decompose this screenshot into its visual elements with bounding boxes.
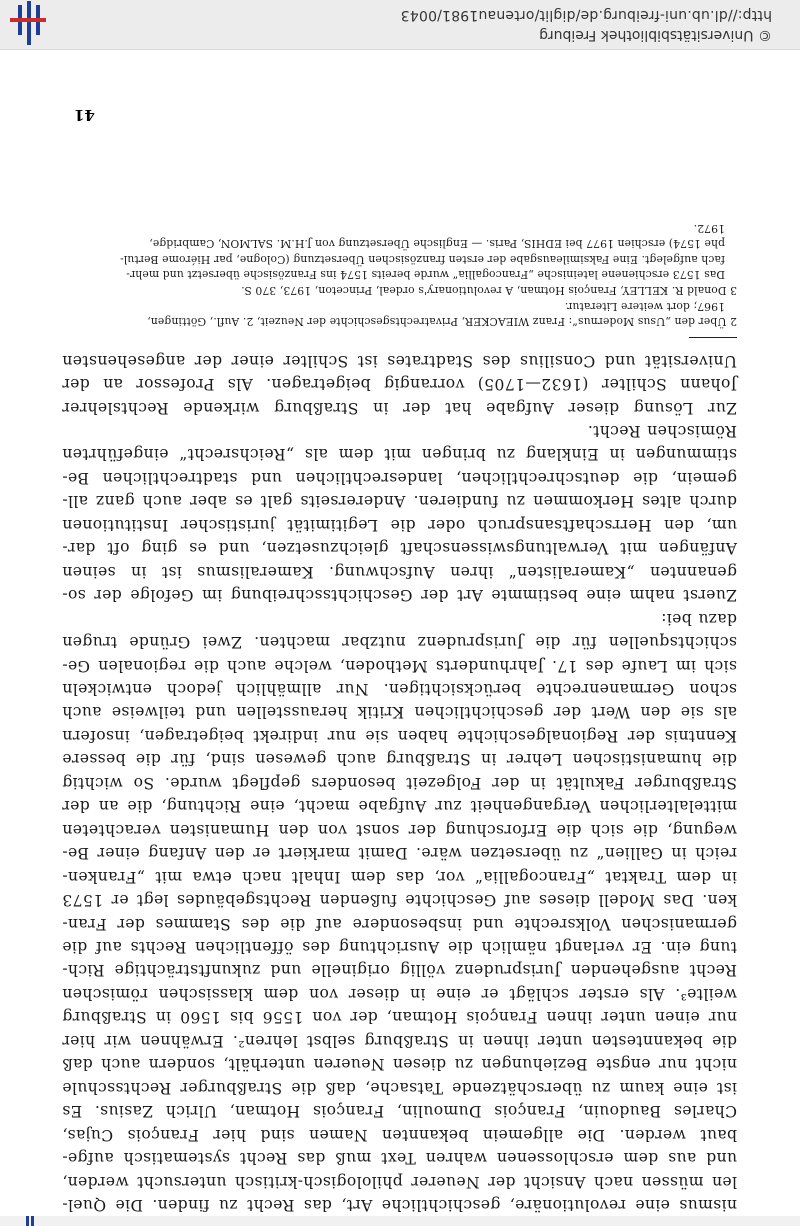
body-line: len müssen nach Ansicht der Neuerer philologisch-kritisch untersucht werden, [62, 1172, 737, 1191]
footnote-line: 3 Donald R. KELLEY, François Hotman, A revolutionary's ordeal, Princeton, 1973, 370 S. [241, 284, 737, 298]
body-line: Universität und Consilius des Stadtrates ist Schilter einer der angesehensten [62, 351, 737, 370]
body-line: in dem Traktat „Francogallia“ vor, das dem Inhalt nach etwa mit „Franken- [62, 867, 737, 886]
library-logo-icon-partial [20, 1216, 40, 1226]
library-logo-icon [8, 0, 48, 49]
footer-bar [0, 0, 800, 50]
body-line: Recht ausgehenden Jurisprudenz völlig originelle und zukunftsträchtige Rich- [62, 961, 737, 980]
body-line: ken. Das Modell dieses auf Geschichte fußenden Rechtsgebäudes legt er 1573 [62, 891, 737, 910]
body-line: weilte³. Als erster schlägt er eine in dieser von dem klassischen römischen [62, 984, 737, 1003]
footnote-line: phe 1574) erschien 1977 bei EDHIS, Paris. — Englische Übersetzung von J.H.M. SALMON, Cambridge, [149, 237, 725, 251]
body-line: und aus dem erschlossenen wahren Text muß das Recht systematisch aufge- [62, 1149, 737, 1168]
body-line: mittelalterlichen Vergangenheit zur Aufgabe macht, eine Richtung, die an der [62, 797, 737, 816]
body-line: Johann Schilter (1632—1705) vorrangig beigetragen. Als Professor an der [62, 375, 737, 394]
footnotes [62, 220, 737, 329]
body-line: gemein, die deutschrechtlichen, landesrechtlichen und stadtrechtlichen Be- [62, 468, 737, 487]
body-line: die humanistischen Lehrer in Straßburg auch gewesen sind, für die bessere [62, 750, 737, 769]
top-strip [0, 1216, 800, 1226]
footnote-line: Das 1573 erschienene lateinische „Francogallia“ wurde bereits 1574 ins Französische übersetzt und mehr- [126, 268, 725, 282]
page-number: 41 [74, 106, 95, 124]
footnote-line: 1972. [693, 221, 725, 235]
body-line: durch altes Herkommen zu fundieren. Andererseits galt es aber auch ganz all- [62, 492, 737, 511]
body-line: germanischen Volksrechte und insbesondere auf die des Stammes der Fran- [62, 914, 737, 933]
body-line: Straßburger Fakultät in der Folgezeit besonders gepflegt wurde. So wichtig [62, 773, 737, 792]
body-text [62, 348, 737, 1216]
footnote-line: fach aufgelegt. Eine Faksimileausgabe der ersten französischen Übersetzung (Cologne, par Hiérome Bertul- [119, 252, 725, 266]
body-line: wegung, die sich die Erforschung der sonst von den Humanisten verachteten [62, 820, 737, 839]
body-line: als sie den Wert der geschichtlichen Kritik herausstellen und teilweise auch [62, 703, 737, 722]
body-line: reich in Gallien“ zu übersetzen wäre. Damit markiert er den Anfang einer Be- [62, 844, 737, 863]
body-line: die bekanntesten unter ihnen in Straßburg selbst lehren². Erwähnen wir hier [62, 1031, 737, 1050]
footer-url-link[interactable]: http://dl.ub.uni-freiburg.de/diglit/ortenau1981/0043 [400, 7, 772, 23]
body-line: tung ein. Er verlangt nämlich die Ausrichtung des öffentlichen Rechts auf die [62, 938, 737, 957]
body-line: ist eine kaum zu überschätzende Tatsache, daß die Straßburger Rechtsschule [62, 1078, 737, 1097]
body-line: nur einen unter ihnen François Hotman, der von 1556 bis 1560 in Straßburg [62, 1008, 737, 1027]
body-line: um, den Herrschaftsanspruch oder die Legitimität juristischer Institutionen [62, 515, 737, 534]
body-line: baut werden. Die allgemein bekannten Namen sind hier François Cujas, [62, 1125, 737, 1144]
footnote-divider [689, 337, 737, 338]
body-line: stimmungen in Einklang zu bringen mit dem als „Reichsrecht“ eingeführten [62, 445, 737, 464]
body-line: Zur Lösung dieser Aufgabe hat der in Straßburg wirkende Rechtslehrer [62, 398, 737, 417]
page-content [62, 220, 737, 1216]
footnote-line: 1967; dort weitere Literatur. [564, 299, 725, 313]
body-line: nismus eine revolutionäre, geschichtliche Art, das Recht zu finden. Die Quel- [62, 1196, 737, 1214]
body-line: sich im Laufe des 17. Jahrhunderts Methoden, welche auch die regionalen Ge- [62, 656, 737, 675]
body-line: schichtsquellen für die Jurisprudenz nutzbar machten. Zwei Gründe trugen [62, 633, 737, 652]
body-line: nicht nur engste Beziehungen zu diesen Neueren unterhält, sondern auch daß [62, 1055, 737, 1074]
body-line: Charles Baudouin, François Dumoulin, François Hotman, Ulrich Zasius. Es [62, 1102, 737, 1121]
body-line: Kenntnis der Regionalgeschichte haben sie nur indirekt beigetragen, insofern [62, 726, 737, 745]
body-line: Zuerst nahm eine bestimmte Art der Geschichtsschreibung im Gefolge der so- [62, 586, 737, 605]
footnote-line: 2 Über den „Usus Modernus“: Franz WIEACKER, Privatrechtsgeschichte der Neuzeit, 2. Aufl., Göttingen, [147, 315, 737, 329]
body-line: dazu bei: [660, 609, 737, 628]
body-line: schon Germanenrechte berücksichtigen. Nur allmählich jedoch entwickeln [62, 680, 737, 699]
body-line: genannten „Kameralisten“ ihren Aufschwung. Kameralismus ist in seinen [62, 562, 737, 581]
footer-copyright: © Universitätsbibliothek Freiburg [539, 27, 772, 43]
body-line: Römischen Recht. [587, 422, 737, 441]
body-line: Anfängen mit Verwaltungswissenschaft gleichzusetzen, und es ging oft dar- [62, 539, 737, 558]
